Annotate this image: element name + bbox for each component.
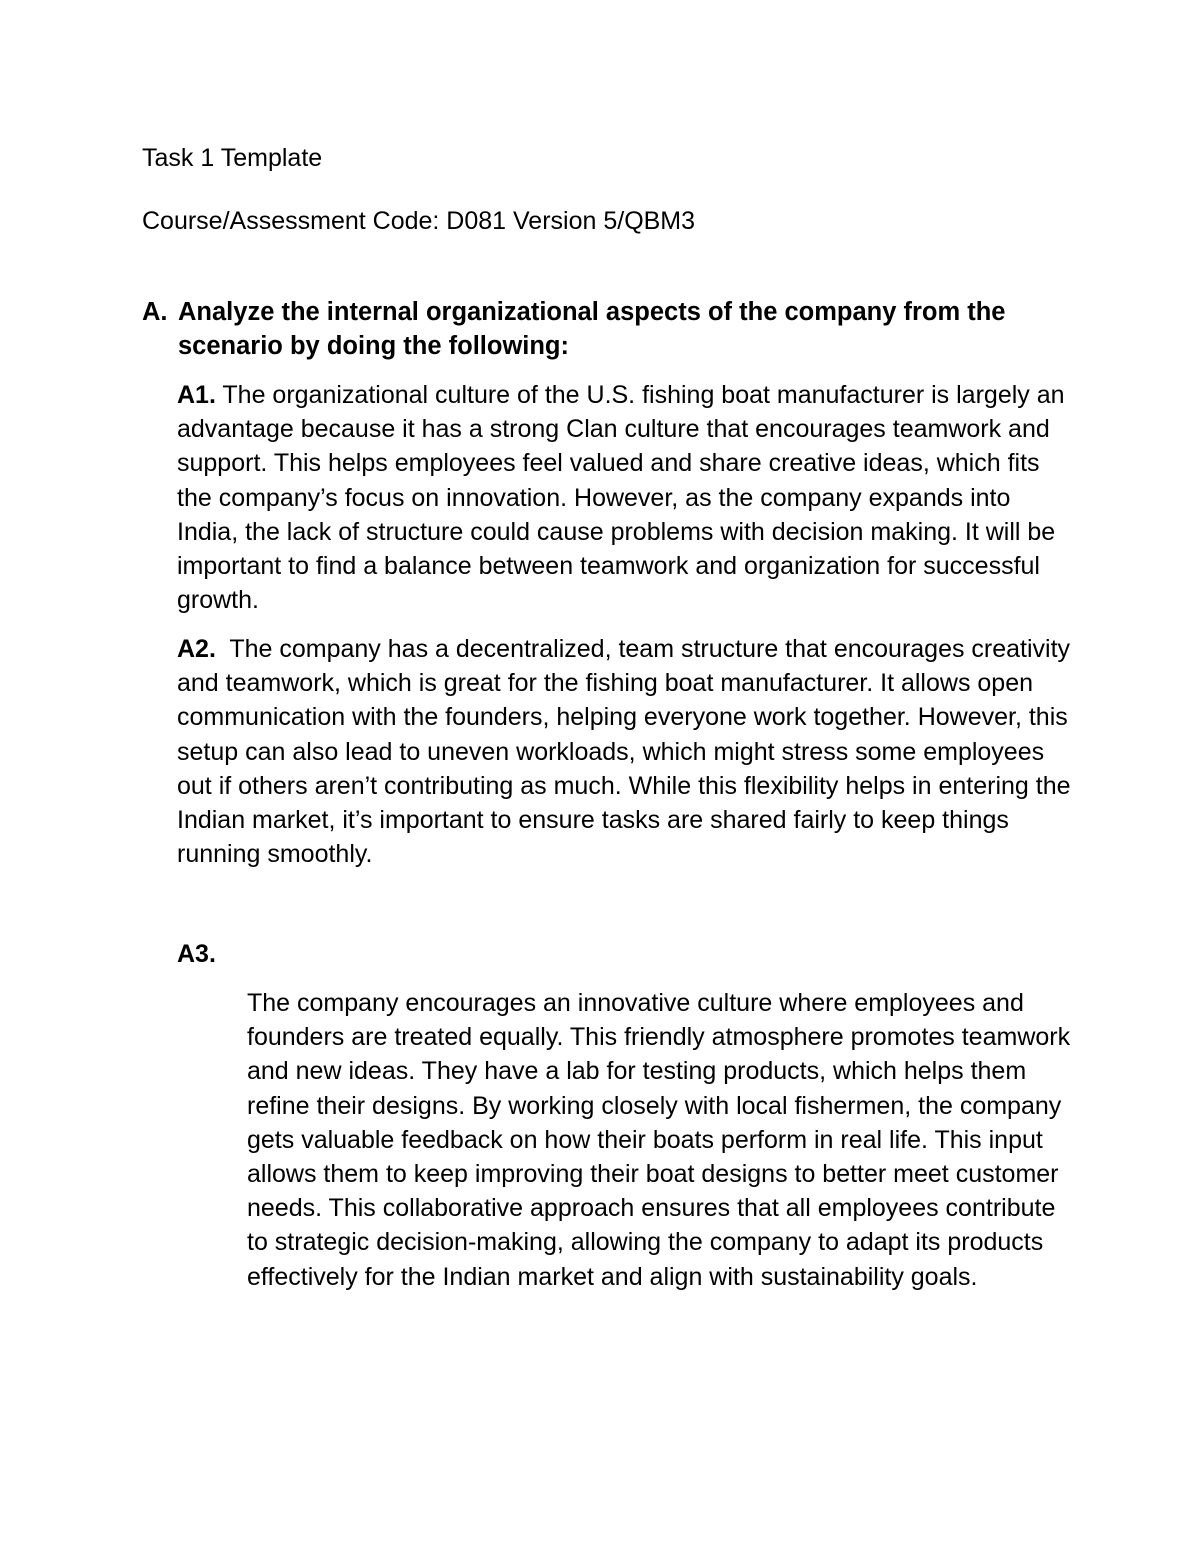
section-a-heading-text: Analyze the internal organizational aspects of the company from the scenario by doing the following: — [178, 298, 1006, 360]
section-a-letter: A. — [142, 298, 168, 326]
course-assessment-code: Course/Assessment Code: D081 Version 5/QBM3 — [142, 207, 696, 235]
answer-a1 — [177, 378, 1077, 617]
answer-a1-text: The organizational culture of the U.S. fishing boat manufacturer is largely an advantage because it has a strong Clan culture that encourages teamwork and support. This helps employees feel valued and share creative ideas, which fits the company’s focus on innovation. However, as the company expands into India, the lack of structure could cause problems with decision making. It will be important to find a balance between teamwork and organization for successful growth. — [177, 381, 1065, 615]
answer-a2 — [177, 632, 1077, 871]
section-a-heading — [142, 295, 1102, 363]
answer-a3-text: The company encourages an innovative culture where employees and founders are treated equally. This friendly atmosphere promotes teamwork and new ideas. They have a lab for testing products, which helps them refine their designs. By working closely with local fishermen, the company gets valuable feedback on how their boats perform in real life. This input allows them to keep improving their boat designs to better meet customer needs. This collaborative approach ensures that all employees contribute to strategic decision-making, allowing the company to adapt its products effectively for the Indian market and align with sustainability goals. — [247, 989, 1071, 1291]
answer-a3-label: A3. — [177, 940, 216, 968]
answer-a2-label: A2. — [177, 635, 216, 663]
answer-a1-label: A1. — [177, 381, 216, 409]
document-title: Task 1 Template — [142, 144, 323, 172]
answer-a2-text: The company has a decentralized, team structure that encourages creativity and teamwork, which is great for the fishing boat manufacturer. It allows open communication with the founders, helping everyone work together. However, this setup can also lead to uneven workloads, which might stress some employees out if others aren’t contributing as much. While this flexibility helps in entering the Indian market, it’s important to ensure tasks are shared fairly to keep things running smoothly. — [177, 635, 1078, 869]
